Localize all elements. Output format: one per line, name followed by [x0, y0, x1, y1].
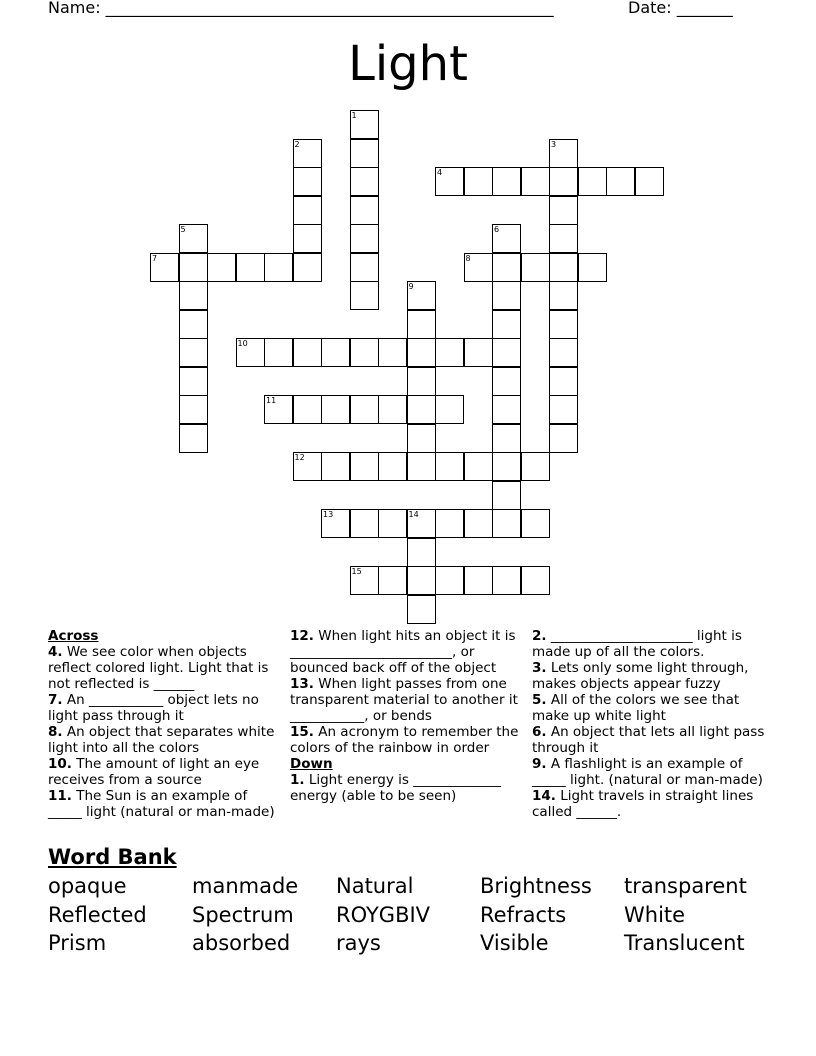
clue-across-15: 15. An acronym to remember the colors of the rainbow in order: [290, 724, 519, 756]
clue-number: 2: [294, 139, 300, 149]
grid-cell[interactable]: [179, 310, 208, 339]
grid-cell[interactable]: [549, 196, 578, 225]
grid-cell[interactable]: [492, 167, 521, 196]
grid-cell[interactable]: [179, 424, 208, 453]
clues-column-1: [48, 628, 284, 820]
grid-cell[interactable]: [435, 167, 464, 196]
grid-cell[interactable]: [407, 281, 436, 310]
grid-cell[interactable]: [407, 509, 436, 538]
grid-cell[interactable]: [350, 167, 379, 196]
grid-cell[interactable]: [321, 509, 350, 538]
grid-cell[interactable]: [293, 253, 322, 282]
grid-cell[interactable]: [350, 566, 379, 595]
word-bank-item: Spectrum: [192, 902, 294, 927]
grid-cell[interactable]: [321, 338, 350, 367]
word-bank-item: rays: [336, 931, 381, 955]
across-heading: Across: [48, 628, 99, 644]
clue-number: 5: [180, 225, 186, 234]
grid-cell[interactable]: [407, 310, 436, 339]
grid-cell[interactable]: [549, 338, 578, 367]
grid-cell[interactable]: [492, 224, 521, 253]
grid-cell[interactable]: [321, 452, 350, 481]
grid-cell[interactable]: [179, 367, 208, 396]
clue-number: 15: [351, 567, 362, 576]
grid-cell[interactable]: [635, 167, 664, 196]
grid-cell[interactable]: [378, 566, 407, 595]
clues-column-2: [290, 628, 526, 804]
clue-number: 13: [323, 510, 334, 519]
word-bank: [48, 872, 768, 958]
grid-cell[interactable]: [293, 196, 322, 225]
grid-cell[interactable]: [179, 281, 208, 310]
grid-cell[interactable]: [179, 224, 208, 253]
grid-cell[interactable]: [321, 395, 350, 424]
grid-cell[interactable]: [407, 395, 436, 424]
grid-cell[interactable]: [407, 566, 436, 595]
grid-cell[interactable]: [492, 424, 521, 453]
grid-cell[interactable]: [350, 253, 379, 282]
grid-cell[interactable]: [264, 253, 293, 282]
grid-cell[interactable]: [236, 338, 265, 367]
word-bank-item: Natural: [336, 874, 414, 898]
word-bank-item: Refracts: [480, 902, 567, 927]
grid-cell[interactable]: [179, 338, 208, 367]
clue-number: 14: [408, 510, 419, 519]
grid-cell[interactable]: [464, 338, 493, 367]
grid-cell[interactable]: [407, 595, 436, 624]
grid-cell[interactable]: [293, 338, 322, 367]
clue-number: 11: [266, 396, 277, 405]
grid-cell[interactable]: [492, 566, 521, 595]
clue-down-9: 9. A flashlight is an example of _____ light. (natural or man-made): [532, 756, 763, 788]
clue-down-2: 2. _____________________ light is made up of all the colors.: [532, 628, 742, 660]
grid-cell[interactable]: [407, 538, 436, 567]
grid-cell[interactable]: [293, 139, 322, 168]
grid-cell[interactable]: [549, 167, 578, 196]
clue-across-11: 11. The Sun is an example of _____ light (natural or man-made): [48, 788, 275, 820]
name-field[interactable]: Name: ________________________________________________________: [48, 0, 554, 17]
word-bank-item: Reflected: [48, 902, 147, 927]
grid-cell[interactable]: [293, 167, 322, 196]
clue-across-7: 7. An ___________ object lets no light pass through it: [48, 692, 259, 724]
clue-number: 10: [237, 339, 248, 348]
grid-cell[interactable]: [236, 253, 265, 282]
grid-cell[interactable]: [492, 367, 521, 396]
grid-cell[interactable]: [606, 167, 635, 196]
word-bank-item: White: [624, 902, 686, 927]
grid-cell[interactable]: [435, 395, 464, 424]
grid-cell[interactable]: [179, 395, 208, 424]
grid-cell[interactable]: [350, 509, 379, 538]
grid-cell[interactable]: [407, 424, 436, 453]
clue-number: 9: [408, 282, 414, 291]
clue-number: 12: [294, 453, 305, 462]
clue-number: 6: [494, 225, 500, 234]
clue-number: 3: [551, 139, 557, 149]
grid-cell[interactable]: [549, 367, 578, 396]
grid-cell[interactable]: [492, 253, 521, 282]
grid-cell[interactable]: [464, 509, 493, 538]
grid-cell[interactable]: [549, 253, 578, 282]
grid-cell[interactable]: [521, 253, 550, 282]
grid-cell[interactable]: [378, 338, 407, 367]
clue-number: 4: [437, 168, 443, 177]
grid-cell[interactable]: [150, 253, 179, 282]
grid-cell[interactable]: [293, 224, 322, 253]
clue-across-8: 8. An object that separates white light into all the colors: [48, 724, 275, 756]
grid-cell[interactable]: [492, 452, 521, 481]
down-heading: Down: [290, 756, 333, 772]
grid-cell[interactable]: [264, 338, 293, 367]
grid-cell[interactable]: [549, 395, 578, 424]
word-bank-item: opaque: [48, 874, 127, 898]
grid-cell[interactable]: [464, 452, 493, 481]
grid-cell[interactable]: [492, 310, 521, 339]
grid-cell[interactable]: [492, 481, 521, 510]
clue-across-13: 13. When light passes from one transparent material to another it ___________, or bends: [290, 676, 518, 724]
word-bank-item: manmade: [192, 874, 299, 898]
clue-across-10: 10. The amount of light an eye receives from a source: [48, 756, 260, 788]
grid-cell[interactable]: [407, 452, 436, 481]
clue-down-3: 3. Lets only some light through, makes objects appear fuzzy: [532, 660, 749, 692]
grid-cell[interactable]: [350, 281, 379, 310]
grid-cell[interactable]: [549, 224, 578, 253]
grid-cell[interactable]: [350, 395, 379, 424]
clue-number: 8: [465, 253, 471, 263]
word-bank-item: transparent: [624, 874, 747, 898]
word-bank-item: Brightness: [480, 874, 592, 898]
grid-cell[interactable]: [407, 338, 436, 367]
clue-down-1: 1. Light energy is _____________ energy (able to be seen): [290, 772, 501, 804]
clue-number: 1: [351, 111, 357, 120]
grid-cell[interactable]: [350, 452, 379, 481]
grid-cell[interactable]: [492, 509, 521, 538]
grid-cell[interactable]: [464, 566, 493, 595]
grid-cell[interactable]: [464, 167, 493, 196]
grid-cell[interactable]: [350, 224, 379, 253]
clues-column-3: [532, 628, 768, 820]
grid-cell[interactable]: [492, 281, 521, 310]
grid-cell[interactable]: [293, 452, 322, 481]
date-field[interactable]: Date: _______: [628, 0, 733, 17]
word-bank-item: Visible: [480, 931, 549, 955]
grid-cell[interactable]: [578, 167, 607, 196]
clue-down-5: 5. All of the colors we see that make up white light: [532, 692, 740, 724]
word-bank-item: ROYGBIV: [336, 902, 431, 927]
grid-cell[interactable]: [350, 196, 379, 225]
word-bank-title: Word Bank: [48, 845, 177, 869]
grid-cell[interactable]: [521, 167, 550, 196]
grid-cell[interactable]: [492, 338, 521, 367]
grid-cell[interactable]: [378, 395, 407, 424]
clue-across-4: 4. We see color when objects reflect colored light. Light that is not reflected is ______: [48, 644, 269, 692]
grid-cell[interactable]: [378, 509, 407, 538]
grid-cell[interactable]: [179, 253, 208, 282]
grid-cell[interactable]: [521, 452, 550, 481]
grid-cell[interactable]: [521, 509, 550, 538]
grid-cell[interactable]: [578, 253, 607, 282]
grid-cell[interactable]: [350, 139, 379, 168]
grid-cell[interactable]: [350, 338, 379, 367]
grid-cell[interactable]: [264, 395, 293, 424]
clue-number: 7: [152, 253, 158, 263]
clue-across-12: 12. When light hits an object it is ________________________, or bounced back off of the object: [290, 628, 516, 676]
grid-cell[interactable]: [549, 424, 578, 453]
clue-down-6: 6. An object that lets all light pass through it: [532, 724, 765, 756]
word-bank-item: absorbed: [192, 931, 291, 955]
grid-cell[interactable]: [549, 281, 578, 310]
grid-cell[interactable]: [407, 367, 436, 396]
grid-cell[interactable]: [435, 452, 464, 481]
word-bank-item: Translucent: [624, 931, 745, 955]
grid-cell[interactable]: [549, 310, 578, 339]
grid-cell[interactable]: [435, 509, 464, 538]
grid-cell[interactable]: [435, 566, 464, 595]
grid-cell[interactable]: [549, 139, 578, 168]
grid-cell[interactable]: [464, 253, 493, 282]
grid-cell[interactable]: [492, 395, 521, 424]
page-title: Light: [348, 36, 468, 92]
word-bank-item: Prism: [48, 931, 107, 955]
grid-cell[interactable]: [293, 395, 322, 424]
clue-down-14: 14. Light travels in straight lines called ______.: [532, 788, 754, 820]
grid-cell[interactable]: [350, 110, 379, 139]
grid-cell[interactable]: [207, 253, 236, 282]
grid-cell[interactable]: [435, 338, 464, 367]
grid-cell[interactable]: [521, 566, 550, 595]
grid-cell[interactable]: [378, 452, 407, 481]
